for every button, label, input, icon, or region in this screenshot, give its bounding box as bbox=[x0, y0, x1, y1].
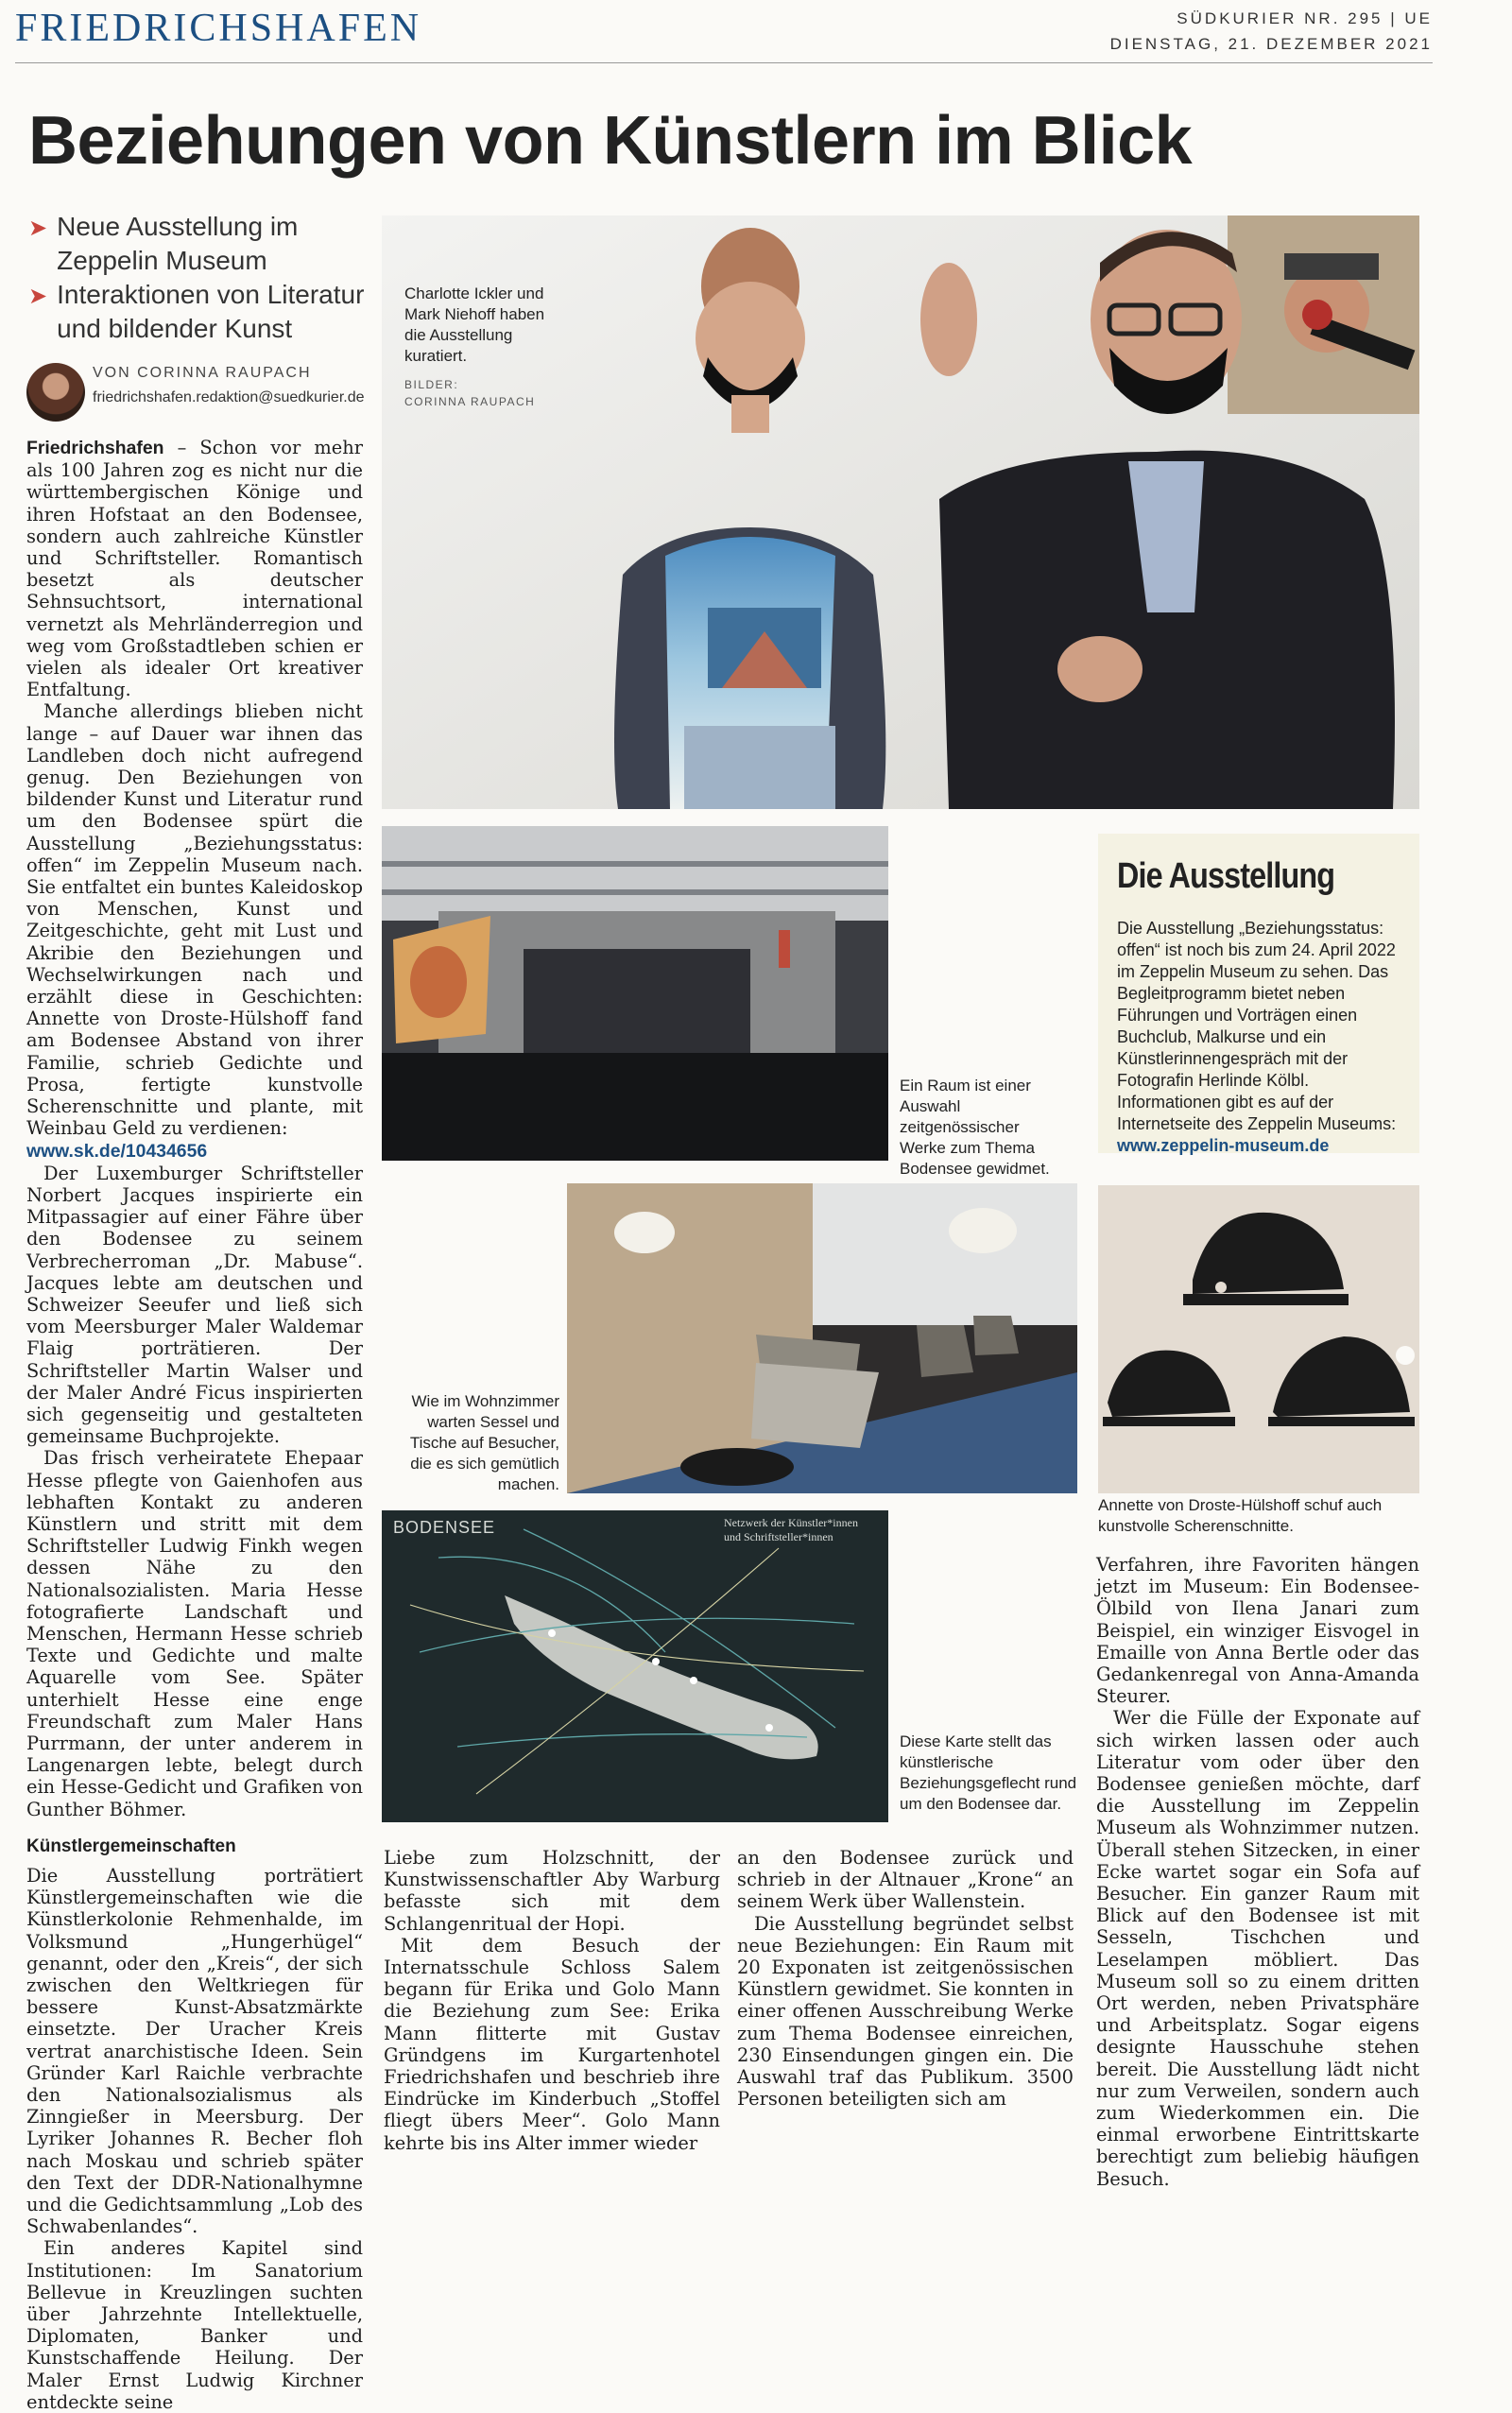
photo-caption: Diese Karte stellt das künstlerische Beziehungsgeflecht rund um den Bodensee dar. bbox=[900, 1732, 1077, 1813]
silhouette-photo bbox=[1098, 1185, 1419, 1493]
issue-date: DIENSTAG, 21. DEZEMBER 2021 bbox=[1109, 35, 1433, 53]
teaser-bullet: ➤ Neue Ausstellung im Zeppelin Museum bbox=[28, 212, 299, 275]
paragraph: Ein anderes Kapitel sind Institutionen: Im Sanatorium Bellevue in Kreuzlingen suchten über Jahrzehnte Intellektuelle, Diplomaten, Banker und Kunstschaffende Heilung. Der Maler Ernst Ludwig Kirchner entdeckte seine bbox=[26, 2237, 363, 2413]
paragraph: Verfahren, ihre Favoriten hängen jetzt im Museum: Ein Bodensee-Ölbild von Ilena Janari zum Beispiel, ein winziger Eisvogel in Emaille von Anna Bertle oder das Gedankenregal von Anna-Amanda Steurer. bbox=[1096, 1554, 1419, 1708]
section-title: FRIEDRICHSHAFEN bbox=[15, 7, 422, 50]
author-byline: VON CORINNA RAUPACH bbox=[93, 365, 312, 381]
paragraph: Die Ausstellung porträtiert Künstlergemeinschaften wie die Künstlerkolonie Rehmenhalde, im Volksmund „Hungerhügel“ genannt, oder den „Kreis“, der sich zwischen den Weltkriegen für bessere Kunst-Absatzmärkte einsetzte. Der Uracher Kreis vertrat anarchistische Ideen. Sein Gründer Karl Raichle verbrachte den Nationalsozialismus als Zinngießer in Meersburg. Der Lyriker Johannes R. Becher floh nach Moskau und schrieb später den Text der DDR-Nationalhymne und die Gedichtsammlung „Lob des Schwabenlandes“. bbox=[26, 1865, 363, 2238]
author-email[interactable]: friedrichshafen.redaktion@suedkurier.de bbox=[93, 389, 365, 405]
photo-caption: Annette von Droste-Hülshoff schuf auch kunstvolle Scherenschnitte. bbox=[1098, 1496, 1383, 1535]
paragraph: Manche allerdings blieben nicht lange – auf Dauer war ihnen das Landleben doch nicht aufregend genug. Den Beziehungen von bildender Kunst und Literatur rund um den Bodensee spürt die Ausstellung „Beziehungsstatus: offen“ im Zeppelin Museum nach. Sie entfaltet ein buntes Kaleidoskop von Menschen, Kunst und Zeitgeschichte, geht mit Lust und Akribie den Beziehungen und Wechselwirkungen nach und erzählt diese in Geschichten: Annette von Droste-Hülshoff fand am Bodensee Abstand von ihrer Familie, schrieb Gedichte und Prosa, fertigte kunstvolle Scherenschnitte und plante, mit Weinbau Geld zu verdienen: www.sk.de/10434656 bbox=[26, 700, 363, 1162]
author-avatar bbox=[26, 363, 85, 422]
museum-link[interactable]: www.zeppelin-museum.de bbox=[1117, 1136, 1330, 1155]
arrow-icon: ➤ bbox=[28, 284, 48, 309]
info-box-title: Die Ausstellung bbox=[1117, 856, 1335, 896]
paragraph: Liebe zum Holzschnitt, der Kunstwissenschaftler Aby Warburg befasste sich mit dem Schlangenritual der Hopi. bbox=[384, 1847, 720, 1935]
masthead-divider bbox=[15, 62, 1433, 63]
article-column-2 bbox=[384, 1847, 720, 2154]
issue-number: SÜDKURIER NR. 295 | UE bbox=[1177, 9, 1433, 27]
publication-info bbox=[1110, 6, 1433, 57]
photo-caption: Wie im Wohnzimmer warten Sessel und Tische auf Besucher, die es sich gemütlich machen. bbox=[409, 1392, 559, 1493]
map-title: BODENSEE bbox=[393, 1518, 496, 1537]
main-photo bbox=[382, 215, 1419, 809]
paragraph: Der Luxemburger Schriftsteller Norbert Jacques inspirierte ein Mitpassagier auf einer Fähre über den Bodensee zu seinem Verbrecherroman „Dr. Mabuse“. Jacques lebte am deutschen und Schweizer Seeufer und ließ sich vom Meersburger Maler Waldemar Flaig porträtieren. Der Schriftsteller Martin Walser und der Maler André Ficus inspirierten sich gegenseitig und gestalteten gemeinsame Buchprojekte. bbox=[26, 1162, 363, 1448]
photo-credit: BILDER: CORINNA RAUPACH bbox=[404, 378, 536, 408]
lounge-photo bbox=[567, 1183, 1077, 1493]
exhibition-room-photo bbox=[382, 826, 888, 1161]
dateline: Friedrichshafen bbox=[26, 438, 164, 458]
article-link[interactable]: www.sk.de/10434656 bbox=[26, 1140, 208, 1162]
map-network-title: Netzwerk der Künstler*innen und Schriftsteller*innen bbox=[724, 1516, 858, 1543]
info-box bbox=[1098, 834, 1419, 1153]
photo-caption: Charlotte Ickler und Mark Niehoff haben die Ausstellung kuratiert. bbox=[404, 284, 545, 365]
article-column-4 bbox=[1096, 1554, 1419, 2190]
article-column-3 bbox=[737, 1847, 1074, 2110]
arrow-icon: ➤ bbox=[28, 215, 48, 241]
teaser-bullet: ➤ Interaktionen von Literatur und bildender Kunst bbox=[28, 280, 365, 343]
photo-caption: Ein Raum ist einer Auswahl zeitgenössischer Werke zum Thema Bodensee gewidmet. bbox=[900, 1077, 1050, 1178]
subheading: Künstlergemeinschaften bbox=[26, 1836, 236, 1856]
paragraph: Die Ausstellung begründet selbst neue Beziehungen: Ein Raum mit 20 Exponaten ist zeitgenössischen Künstlern gewidmet. Sie konnten in einer offenen Ausschreibung Werke zum Thema Bodensee einreichen, 230 Einsendungen gingen ein. Die Auswahl traf das Publikum. 3500 Personen beteiligten sich am bbox=[737, 1912, 1074, 2111]
article-column-1: Friedrichshafen – Schon vor mehr als 100 Jahren zog es nicht nur die württembergischen Könige und ihren Hofstaat an den Bodensee, sondern auch zahlreiche Künstler und Schriftsteller. Romantisch besetzt als deutscher Sehnsuchtsort, international vernetzt als Mehrländerregion und weg vom Großstadtleben schien er vielen als idealer Ort kreativer Entfaltung. Manche allerdings blieben nicht lange – auf Dauer war ihnen das Landleben doch nicht aufregend genug. Den Beziehungen von bildender Kunst und Literatur rund um den Bodensee spürt die Ausstellung „Beziehungsstatus: offen“ im Zeppelin Museum nach. Sie entfaltet ein buntes Kaleidoskop von Menschen, Kunst und Zeitgeschichte, geht mit Lust und Akribie den Beziehungen und Wechselwirkungen nach und erzählt diese in Geschichten: Annette von Droste-Hülshoff fand am Bodensee Abstand von ihrer Familie, schrieb Gedichte und Prosa, fertigte kunstvolle Scherenschnitte und plante, mit Weinbau Geld zu verdienen: www.sk.de/10434656 Der Luxemburger Schriftsteller Norbert Jacques inspirierte ein Mitpassagier auf einer Fähre über den Bodensee zu seinem Verbrecherroman „Dr. Mabuse“. Jacques lebte am deutschen und Schweizer Seeufer und ließ sich vom Meersburger Maler Waldemar Flaig porträtieren. Der Schriftsteller Martin Walser und der Maler André Ficus inspirierten sich gegenseitig und gestalteten gemeinsame Buchprojekte. Das frisch verheiratete Ehepaar Hesse pflegte von Gaienhofen aus lebhaften Kontakt zu anderen Künstlern und stritt mit dem Schriftsteller Ludwig Finkh wegen dessen Nähe zu den Nationalsozialisten. Maria Hesse fotografierte Landschaft und Menschen, Hermann Hesse schrieb Texte und Gedichte und malte Aquarelle vom See. Später unterhielt Hesse eine enge Freundschaft zum Maler Hans Purrmann, der unter anderem in Langenargen lebte, belegt durch ein Hesse-Gedicht und Grafiken von Gunther Böhmer. Künstlergemeinschaften Die Ausstellung porträtiert Künstlergemeinschaften wie die Künstlerkolonie Rehmenhalde, im Volksmund „Hungerhügel“ genannt, oder den „Kreis“, der sich zwischen den Weltkriegen für bessere Kunst-Absatzmärkte einsetzte. Der Uracher Kreis vertrat anarchistische Ideen. Sein Gründer Karl Raichle verbrachte den Nationalsozialismus als Zinngießer in Meersburg. Der Lyriker Johannes R. Becher floh nach Moskau und schrieb später den Text der DDR-Nationalhymne und die Gedichtsammlung „Lob des Schwabenlandes“. Ein anderes Kapitel sind Institutionen: Im Sanatorium Bellevue in Kreuzlingen suchten über Jahrzehnte Intellektuelle, Diplomaten, Banker und Kunstschaffende Heilung. Der Maler Ernst Ludwig Kirchner entdeckte seine bbox=[26, 437, 363, 2413]
map-photo bbox=[382, 1510, 888, 1822]
info-box-text: Die Ausstellung „Beziehungsstatus: offen“ ist noch bis zum 24. April 2022 im Zeppelin Museum zu sehen. Das Begleitprogramm bietet neben Führungen und Vorträgen einen Buchclub, Malkurse und ein Künstlerinnengespräch mit der Fotografin Herlinde Kölbl. Informationen gibt es auf der Internetseite des Zeppelin Museums: www.zeppelin-museum.de bbox=[1117, 919, 1397, 1155]
paragraph: an den Bodensee zurück und schrieb in der Altnauer „Krone“ an seinem Werk über Wallenstein. bbox=[737, 1847, 1074, 1913]
headline: Beziehungen von Künstlern im Blick bbox=[28, 103, 1193, 179]
paragraph: Wer die Fülle der Exponate auf sich wirken lassen oder auch Literatur vom oder über den Bodensee genießen möchte, darf die Ausstellung im Zeppelin Museum als Wohnzimmer nutzen. Überall stehen Sitzecken, in einer Ecke wartet sogar ein Sofa auf Besucher. Ein ganzer Raum mit Blick auf den Bodensee ist mit Sesseln, Tischchen und Leselampen möbliert. Das Museum soll so zu einem dritten Ort werden, neben Privatsphäre und Arbeitsplatz. Sogar eigens designte Hausschuhe stehen bereit. Die Ausstellung lädt nicht nur zum Verweilen, sondern auch zum Wiederkommen ein. Die einmal erworbene Eintrittskarte berechtigt zum beliebig häufigen Besuch. bbox=[1096, 1707, 1419, 2190]
paragraph: Das frisch verheiratete Ehepaar Hesse pflegte von Gaienhofen aus lebhaften Kontakt zu anderen Künstlern und stritt mit dem Schriftsteller Ludwig Finkh wegen dessen Nähe zu den Nationalsozialisten. Maria Hesse fotografierte Landschaft und Menschen, Hermann Hesse schrieb Texte und Gedichte und malte Aquarelle vom See. Später unterhielt Hesse eine enge Freundschaft zum Maler Hans Purrmann, der unter anderem in Langenargen lebte, belegt durch ein Hesse-Gedicht und Grafiken von Gunther Böhmer. bbox=[26, 1447, 363, 1820]
paragraph: Mit dem Besuch der Internatsschule Schloss Salem begann für Erika und Golo Mann die Beziehung zum See: Erika Mann flitterte mit Gustav Gründgens im Kurgartenhotel Friedrichshafen und beschrieb ihre Eindrücke im Kinderbuch „Stoffel fliegt übers Meer“. Golo Mann kehrte bis ins Alter immer wieder bbox=[384, 1934, 720, 2154]
